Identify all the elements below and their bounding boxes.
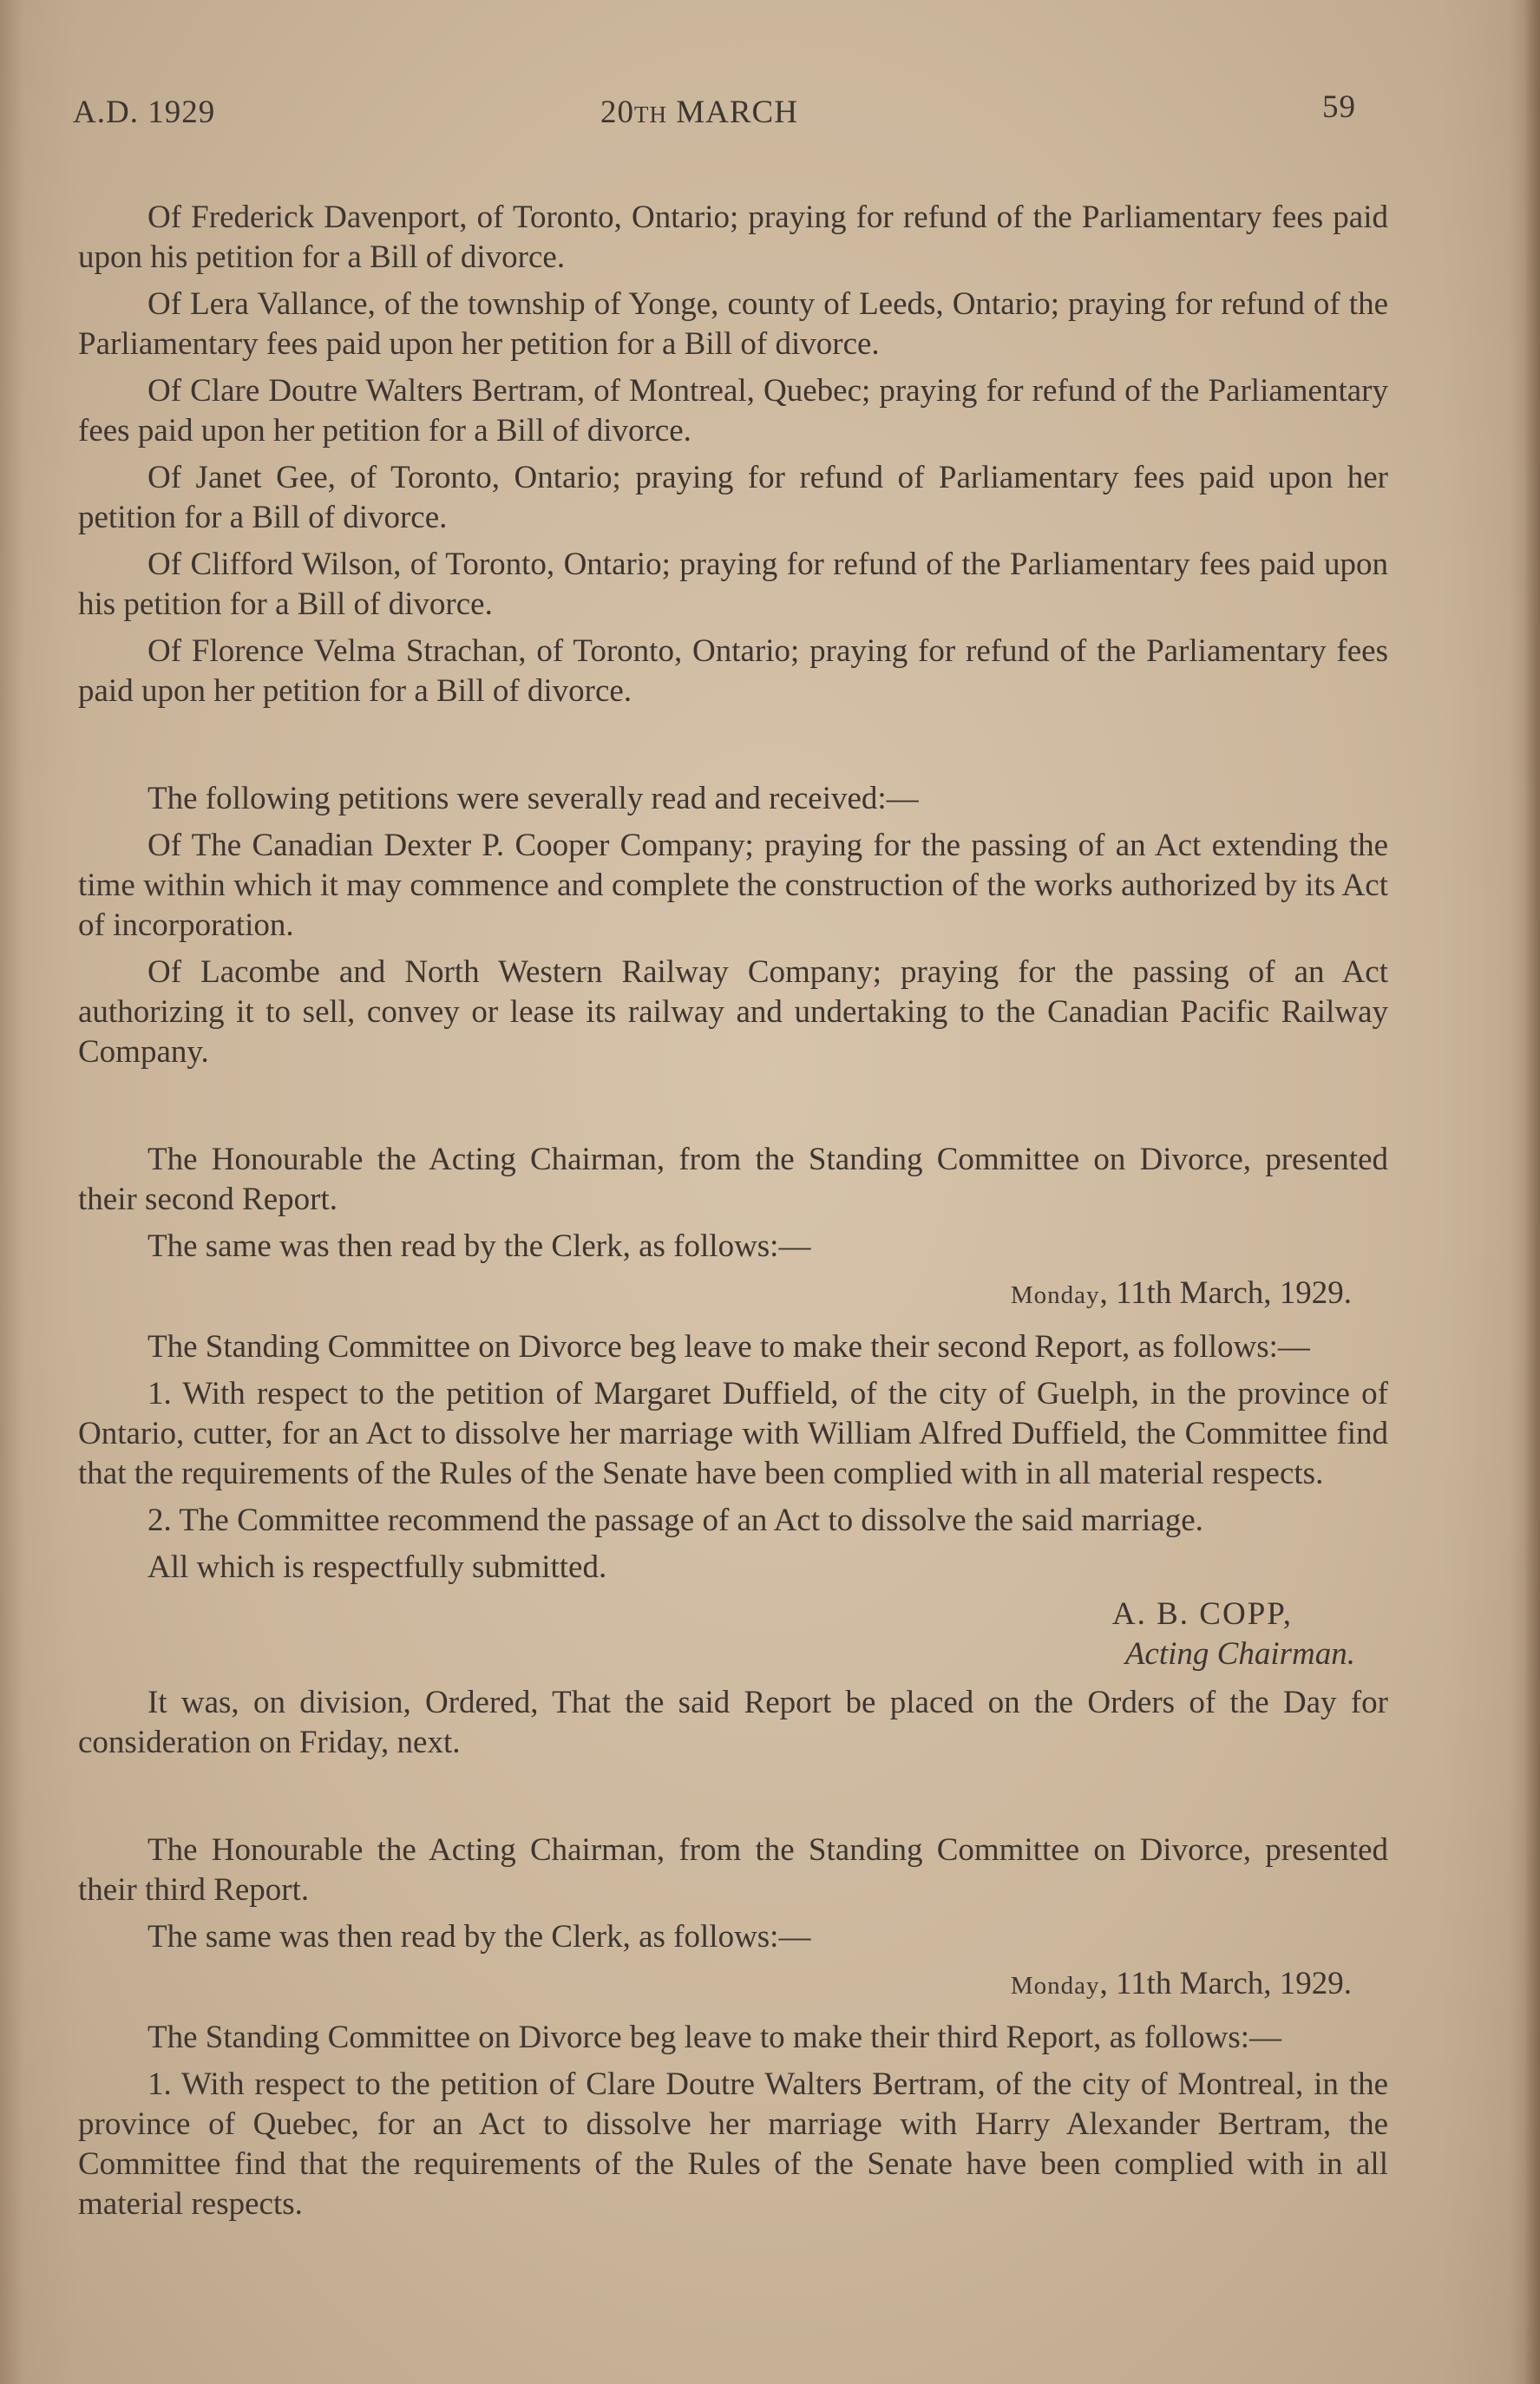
report-date-day: Monday	[1010, 1972, 1100, 2000]
refund-petition: Of Janet Gee, of Toronto, Ontario; praying for refund of Parliamentary fees paid upon her petition for a Bill of divorce.	[78, 460, 1388, 535]
report-presented: The Honourable the Acting Chairman, from the Standing Committee on Divorce, presented their second Report.	[78, 1142, 1388, 1217]
section-gap	[78, 718, 1388, 779]
page-number: 59	[1322, 89, 1356, 125]
report-submitted: All which is respectfully submitted.	[147, 1549, 607, 1585]
report-date-rest: , 11th March, 1929.	[1099, 1966, 1352, 2001]
refund-petition: Of Lera Vallance, of the township of Yonge, county of Leeds, Ontario; praying for refund of the Parliamentary fees paid upon her petition for a Bill of divorce.	[78, 286, 1388, 362]
header-year: A.D. 1929	[73, 95, 216, 130]
document-body	[78, 198, 1388, 2231]
third-report-section	[78, 1831, 1388, 2224]
report-read-line: The same was then read by the Clerk, as follows:—	[147, 1919, 811, 1955]
refund-petition: Of Florence Velma Strachan, of Toronto, Ontario; praying for refund of the Parliamentary fees paid upon her petition for a Bill of divorce.	[78, 633, 1388, 709]
page-header	[0, 89, 1540, 137]
header-date	[600, 94, 798, 131]
report-date	[78, 1274, 1388, 1315]
report-item-2: 2. The Committee recommend the passage of an Act to dissolve the said marriage.	[147, 1503, 1203, 1538]
page-binding-edge	[1524, 0, 1540, 2384]
refund-petitions-section	[78, 198, 1388, 711]
petitions-intro: The following petitions were severally read and received:—	[147, 781, 919, 816]
header-date-suffix: TH	[634, 102, 667, 128]
section-gap	[78, 1770, 1388, 1831]
second-report-section	[78, 1140, 1388, 1763]
report-date-day: Monday	[1010, 1281, 1100, 1309]
petition-item: Of Lacombe and North Western Railway Company; praying for the passing of an Act authorizing it to sell, convey or lease its railway and undertaking to the Canadian Pacific Railway Company.	[78, 954, 1388, 1070]
report-read-line: The same was then read by the Clerk, as follows:—	[147, 1228, 811, 1264]
report-intro: The Standing Committee on Divorce beg leave to make their third Report, as follows:—	[147, 2020, 1282, 2055]
report-order: It was, on division, Ordered, That the said Report be placed on the Orders of the Day for consideration on Friday, next.	[78, 1685, 1388, 1760]
signature-name: A. B. COPP,	[1111, 1596, 1293, 1632]
signature-title: Acting Chairman.	[1124, 1636, 1355, 1672]
refund-petition: Of Frederick Davenport, of Toronto, Ontario; praying for refund of the Parliamentary fees paid upon his petition for a Bill of divorce.	[78, 200, 1388, 275]
petitions-received-section	[78, 779, 1388, 1072]
refund-petition: Of Clare Doutre Walters Bertram, of Montreal, Quebec; praying for refund of the Parliamentary fees paid upon her petition for a Bill of divorce.	[78, 373, 1388, 449]
refund-petition: Of Clifford Wilson, of Toronto, Ontario; praying for refund of the Parliamentary fees paid upon his petition for a Bill of divorce.	[78, 547, 1388, 622]
report-date	[78, 1964, 1388, 2006]
section-gap	[78, 1079, 1388, 1140]
header-date-number: 20	[600, 95, 634, 130]
report-item-1: 1. With respect to the petition of Clare Doutre Walters Bertram, of the city of Montreal, in the province of Quebec, for an Act to dissolve her marriage with Harry Alexander Bertram, the Committee find that the requirements of the Rules of the Senate have been complied with in all material respects.	[78, 2066, 1388, 2222]
petition-item: Of The Canadian Dexter P. Cooper Company; praying for the passing of an Act extending the time within which it may commence and complete the construction of the works authorized by its Act of incorporation.	[78, 828, 1388, 943]
report-date-rest: , 11th March, 1929.	[1099, 1275, 1352, 1311]
header-date-month: MARCH	[676, 95, 798, 130]
report-item-1: 1. With respect to the petition of Margaret Duffield, of the city of Guelph, in the province of Ontario, cutter, for an Act to dissolve her marriage with William Alfred Duffield, the Committee find that the requirements of the Rules of the Senate have been complied with in all material respects.	[78, 1376, 1388, 1491]
report-presented: The Honourable the Acting Chairman, from the Standing Committee on Divorce, presented their third Report.	[78, 1832, 1388, 1908]
report-intro: The Standing Committee on Divorce beg leave to make their second Report, as follows:—	[147, 1329, 1310, 1365]
